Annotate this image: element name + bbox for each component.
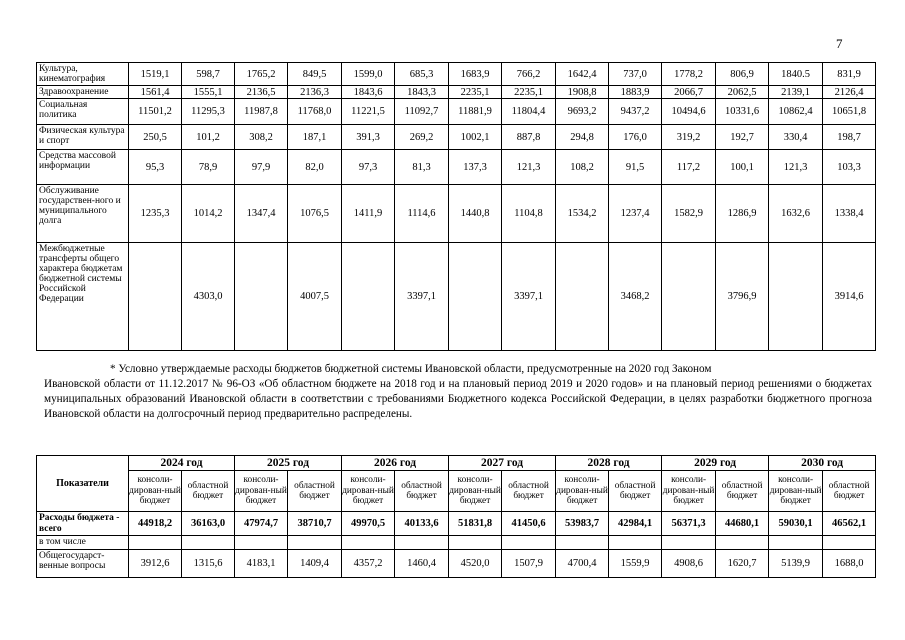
value-cell: 4303,0 <box>182 243 235 351</box>
value-cell: 137,3 <box>449 150 502 185</box>
value-cell: 1534,2 <box>556 185 609 243</box>
value-cell: 81,3 <box>395 150 449 185</box>
consolidated-budget-header: консоли-дирован-ный бюджет <box>129 471 182 512</box>
value-cell <box>662 243 716 351</box>
expenditure-table-continued <box>36 62 876 351</box>
value-cell: 11768,0 <box>288 99 342 125</box>
value-cell: 11804,4 <box>502 99 556 125</box>
table-row <box>37 86 876 99</box>
value-cell: 2235,1 <box>502 86 556 99</box>
value-cell: 42984,1 <box>609 512 662 536</box>
value-cell: 11881,9 <box>449 99 502 125</box>
value-cell: 766,2 <box>502 63 556 86</box>
value-cell: 36163,0 <box>182 512 235 536</box>
value-cell <box>235 536 288 550</box>
row-label: Социальная политика <box>37 99 129 125</box>
row-label: Общегосударст-венные вопросы <box>37 549 129 577</box>
table-row <box>37 125 876 150</box>
value-cell: 1620,7 <box>716 549 769 577</box>
value-cell: 187,1 <box>288 125 342 150</box>
value-cell: 330,4 <box>769 125 823 150</box>
value-cell: 117,2 <box>662 150 716 185</box>
value-cell <box>716 536 769 550</box>
value-cell: 4908,6 <box>662 549 716 577</box>
value-cell: 1632,6 <box>769 185 823 243</box>
regional-budget-header: областной бюджет <box>288 471 342 512</box>
value-cell: 1014,2 <box>182 185 235 243</box>
value-cell: 100,1 <box>716 150 769 185</box>
value-cell <box>129 536 182 550</box>
value-cell: 41450,6 <box>502 512 556 536</box>
table-row <box>37 243 876 351</box>
value-cell: 11501,2 <box>129 99 182 125</box>
regional-budget-header: областной бюджет <box>502 471 556 512</box>
value-cell: 10331,6 <box>716 99 769 125</box>
regional-budget-header: областной бюджет <box>823 471 876 512</box>
value-cell: 1840.5 <box>769 63 823 86</box>
consolidated-budget-header: консоли-дирован-ный бюджет <box>449 471 502 512</box>
row-label: Межбюджетные трансферты общего характера бюджетам бюджетной системы Российской Федерации <box>37 243 129 351</box>
value-cell: 2136,5 <box>235 86 288 99</box>
value-cell: 1440,8 <box>449 185 502 243</box>
value-cell: 97,3 <box>342 150 395 185</box>
year-header: 2029 год <box>662 456 769 471</box>
value-cell: 4357,2 <box>342 549 395 577</box>
value-cell: 1114,6 <box>395 185 449 243</box>
value-cell: 44680,1 <box>716 512 769 536</box>
value-cell <box>502 536 556 550</box>
consolidated-budget-header: консоли-дирован-ный бюджет <box>769 471 823 512</box>
value-cell: 1843,6 <box>342 86 395 99</box>
value-cell: 1315,6 <box>182 549 235 577</box>
value-cell: 51831,8 <box>449 512 502 536</box>
table-row <box>37 536 876 550</box>
value-cell: 1235,3 <box>129 185 182 243</box>
value-cell: 4700,4 <box>556 549 609 577</box>
value-cell: 108,2 <box>556 150 609 185</box>
value-cell: 95,3 <box>129 150 182 185</box>
value-cell: 1555,1 <box>182 86 235 99</box>
value-cell: 806,9 <box>716 63 769 86</box>
value-cell: 685,3 <box>395 63 449 86</box>
value-cell: 887,8 <box>502 125 556 150</box>
value-cell <box>129 243 182 351</box>
value-cell: 1411,9 <box>342 185 395 243</box>
value-cell: 10651,8 <box>823 99 876 125</box>
value-cell: 269,2 <box>395 125 449 150</box>
value-cell: 1843,3 <box>395 86 449 99</box>
value-cell <box>235 243 288 351</box>
value-cell: 2062,5 <box>716 86 769 99</box>
row-label: Культура, кинематография <box>37 63 129 86</box>
value-cell: 59030,1 <box>769 512 823 536</box>
consolidated-budget-header: консоли-дирован-ный бюджет <box>556 471 609 512</box>
regional-budget-header: областной бюджет <box>716 471 769 512</box>
value-cell: 9693,2 <box>556 99 609 125</box>
value-cell <box>342 243 395 351</box>
value-cell <box>556 536 609 550</box>
value-cell: 1683,9 <box>449 63 502 86</box>
value-cell: 2066,7 <box>662 86 716 99</box>
value-cell: 1559,9 <box>609 549 662 577</box>
value-cell: 11221,5 <box>342 99 395 125</box>
value-cell: 1104,8 <box>502 185 556 243</box>
value-cell <box>449 243 502 351</box>
table-row <box>37 99 876 125</box>
value-cell: 4520,0 <box>449 549 502 577</box>
regional-budget-header: областной бюджет <box>395 471 449 512</box>
regional-budget-header: областной бюджет <box>609 471 662 512</box>
table-row <box>37 512 876 536</box>
value-cell: 831,9 <box>823 63 876 86</box>
value-cell: 103,3 <box>823 150 876 185</box>
value-cell: 2235,1 <box>449 86 502 99</box>
value-cell: 3468,2 <box>609 243 662 351</box>
value-cell: 47974,7 <box>235 512 288 536</box>
value-cell: 3912,6 <box>129 549 182 577</box>
value-cell <box>769 536 823 550</box>
value-cell: 1642,4 <box>556 63 609 86</box>
value-cell <box>609 536 662 550</box>
budget-type-header-row <box>37 471 876 512</box>
value-cell: 1347,4 <box>235 185 288 243</box>
value-cell <box>449 536 502 550</box>
year-header: 2025 год <box>235 456 342 471</box>
value-cell: 308,2 <box>235 125 288 150</box>
value-cell <box>556 243 609 351</box>
value-cell <box>823 536 876 550</box>
value-cell: 49970,5 <box>342 512 395 536</box>
value-cell: 9437,2 <box>609 99 662 125</box>
value-cell: 11987,8 <box>235 99 288 125</box>
value-cell: 82,0 <box>288 150 342 185</box>
value-cell <box>288 536 342 550</box>
value-cell: 3397,1 <box>395 243 449 351</box>
row-label: Средства массовой информации <box>37 150 129 185</box>
table-row <box>37 549 876 577</box>
value-cell: 2139,1 <box>769 86 823 99</box>
value-cell: 1519,1 <box>129 63 182 86</box>
value-cell: 176,0 <box>609 125 662 150</box>
value-cell: 91,5 <box>609 150 662 185</box>
year-header: 2030 год <box>769 456 876 471</box>
footnote <box>44 362 872 422</box>
page-number: 7 <box>836 36 843 51</box>
row-label: Физическая культура и спорт <box>37 125 129 150</box>
value-cell: 78,9 <box>182 150 235 185</box>
value-cell <box>182 536 235 550</box>
value-cell: 294,8 <box>556 125 609 150</box>
value-cell: 4007,5 <box>288 243 342 351</box>
value-cell: 319,2 <box>662 125 716 150</box>
value-cell: 192,7 <box>716 125 769 150</box>
value-cell: 101,2 <box>182 125 235 150</box>
value-cell <box>342 536 395 550</box>
row-label: в том числе <box>37 536 129 550</box>
value-cell: 598,7 <box>182 63 235 86</box>
row-label: Здравоохранение <box>37 86 129 99</box>
value-cell: 1599,0 <box>342 63 395 86</box>
value-cell: 56371,3 <box>662 512 716 536</box>
value-cell: 849,5 <box>288 63 342 86</box>
consolidated-budget-header: консоли-дирован-ный бюджет <box>235 471 288 512</box>
indicators-header: Показатели <box>37 456 129 512</box>
footnote-rest: Ивановской области от 11.12.2017 № 96-ОЗ «Об областном бюджете на 2018 год и на плановый период 2019 и 2020 годов» и на плановый период решениями о бюджетах муниципальных образований Ивановской области в соответствии с требованиями Бюджетного кодекса Российской Федерации, в целях разработки бюджетного прогноза Ивановской области на долгосрочный период предварительно распределены. <box>44 378 872 420</box>
value-cell: 198,7 <box>823 125 876 150</box>
value-cell: 4183,1 <box>235 549 288 577</box>
value-cell: 2136,3 <box>288 86 342 99</box>
value-cell: 737,0 <box>609 63 662 86</box>
value-cell: 1409,4 <box>288 549 342 577</box>
table-row <box>37 185 876 243</box>
value-cell: 1883,9 <box>609 86 662 99</box>
value-cell: 53983,7 <box>556 512 609 536</box>
value-cell: 121,3 <box>502 150 556 185</box>
value-cell: 44918,2 <box>129 512 182 536</box>
table-row <box>37 150 876 185</box>
value-cell: 3397,1 <box>502 243 556 351</box>
year-header-row <box>37 456 876 471</box>
value-cell <box>769 243 823 351</box>
year-header: 2027 год <box>449 456 556 471</box>
value-cell <box>662 536 716 550</box>
value-cell: 1908,8 <box>556 86 609 99</box>
value-cell: 1582,9 <box>662 185 716 243</box>
value-cell: 1076,5 <box>288 185 342 243</box>
value-cell: 1561,4 <box>129 86 182 99</box>
value-cell: 97,9 <box>235 150 288 185</box>
year-header: 2024 год <box>129 456 235 471</box>
value-cell: 11295,3 <box>182 99 235 125</box>
value-cell: 1460,4 <box>395 549 449 577</box>
value-cell <box>395 536 449 550</box>
consolidated-budget-header: консоли-дирован-ный бюджет <box>342 471 395 512</box>
value-cell: 2126,4 <box>823 86 876 99</box>
value-cell: 250,5 <box>129 125 182 150</box>
value-cell: 391,3 <box>342 125 395 150</box>
expenditure-forecast-table <box>36 455 876 578</box>
value-cell: 121,3 <box>769 150 823 185</box>
value-cell: 1765,2 <box>235 63 288 86</box>
consolidated-budget-header: консоли-дирован-ный бюджет <box>662 471 716 512</box>
table-row <box>37 63 876 86</box>
value-cell: 3796,9 <box>716 243 769 351</box>
value-cell: 11092,7 <box>395 99 449 125</box>
regional-budget-header: областной бюджет <box>182 471 235 512</box>
year-header: 2026 год <box>342 456 449 471</box>
year-header: 2028 год <box>556 456 662 471</box>
value-cell: 40133,6 <box>395 512 449 536</box>
row-label: Обслуживание государствен-ного и муниципального долга <box>37 185 129 243</box>
value-cell: 5139,9 <box>769 549 823 577</box>
value-cell: 10494,6 <box>662 99 716 125</box>
value-cell: 1688,0 <box>823 549 876 577</box>
value-cell: 38710,7 <box>288 512 342 536</box>
value-cell: 1286,9 <box>716 185 769 243</box>
row-label: Расходы бюджета - всего <box>37 512 129 536</box>
value-cell: 1778,2 <box>662 63 716 86</box>
value-cell: 46562,1 <box>823 512 876 536</box>
value-cell: 1507,9 <box>502 549 556 577</box>
value-cell: 3914,6 <box>823 243 876 351</box>
value-cell: 1338,4 <box>823 185 876 243</box>
value-cell: 10862,4 <box>769 99 823 125</box>
footnote-first-line: * Условно утверждаемые расходы бюджетов бюджетной системы Ивановской области, предусмотренные на 2020 год Законом <box>110 363 712 375</box>
value-cell: 1002,1 <box>449 125 502 150</box>
value-cell: 1237,4 <box>609 185 662 243</box>
